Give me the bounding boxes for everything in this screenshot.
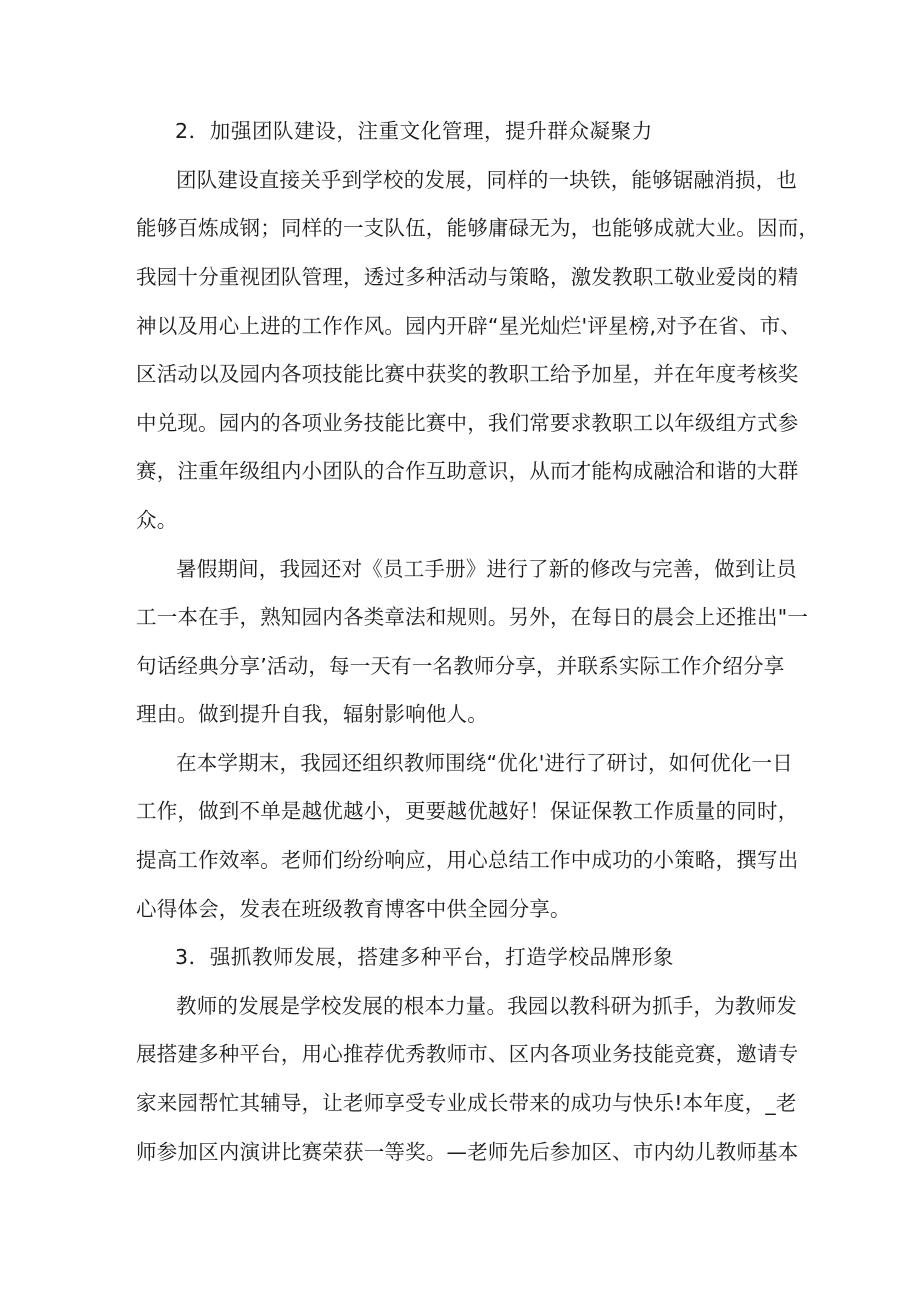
paragraph-line: 家来园帮忙其辅导，让老师享受专业成长带来的成功与快乐!本年度，_老 (136, 1091, 797, 1115)
paragraph-line: 提高工作效率。老师们纷纷响应，用心总结工作中成功的小策略，撰写出 (136, 848, 799, 872)
paragraph-line: 师参加区内演讲比赛荣获一等奖。—老师先后参加区、市内幼儿教师基本 (136, 1140, 799, 1164)
paragraph-line: 团队建设直接关乎到学校的发展，同样的一块铁，能够锯融消损，也 (176, 168, 797, 192)
paragraph-line: 在本学期末，我园还组织教师围绕“优化'进行了研讨，如何优化一日 (176, 751, 793, 775)
paragraph-line: 理由。做到提升自我，辐射影响他人。 (136, 702, 488, 726)
paragraph-line: 展搭建多种平台，用心推荐优秀教师市、区内各项业务技能竞赛，邀请专 (136, 1042, 799, 1066)
paragraph-line: 赛，注重年级组内小团队的合作互助意识，从而才能构成融洽和谐的大群 (136, 459, 799, 483)
paragraph-line: 心得体会，发表在班级教育博客中供全园分享。 (136, 897, 571, 921)
paragraph-line: 神以及用心上进的工作作风。园内开辟“星光灿烂'评星榜,对予在省、市、 (136, 314, 802, 338)
paragraph-line: 中兑现。园内的各项业务技能比赛中，我们常要求教职工以年级组方式参 (136, 411, 799, 435)
paragraph-line: 教师的发展是学校发展的根本力量。我园以教科研为抓手，为教师发 (176, 994, 797, 1018)
section-heading-2: 2．加强团队建设，注重文化管理，提升群众凝聚力 (175, 119, 653, 143)
paragraph-line: 我园十分重视团队管理，透过多种活动与策略，激发教职工敬业爱岗的精 (136, 265, 799, 289)
paragraph-line: 句话经典分享’活动，每一天有一名教师分享，并联系实际工作介绍分享 (136, 654, 785, 678)
section-heading-3: 3．强抓教师发展，搭建多种平台，打造学校品牌形象 (175, 945, 674, 969)
paragraph-line: 工作，做到不单是越优越小，更要越优越好！保证保教工作质量的同时， (136, 799, 799, 823)
paragraph-line: 区活动以及园内各项技能比赛中获奖的教职工给予加星，并在年度考核奖 (136, 362, 799, 386)
paragraph-line: 暑假期间，我园还对《员工手册》进行了新的修改与完善，做到让员 (176, 557, 797, 581)
paragraph-line: 能够百炼成钢；同样的一支队伍，能够庸碌无为，也能够成就大业。因而， (136, 216, 820, 240)
paragraph-line: 众。 (136, 508, 178, 532)
paragraph-line: 工一本在手，熟知园内各类章法和规则。另外，在每日的晨会上还推出"一 (136, 605, 809, 629)
